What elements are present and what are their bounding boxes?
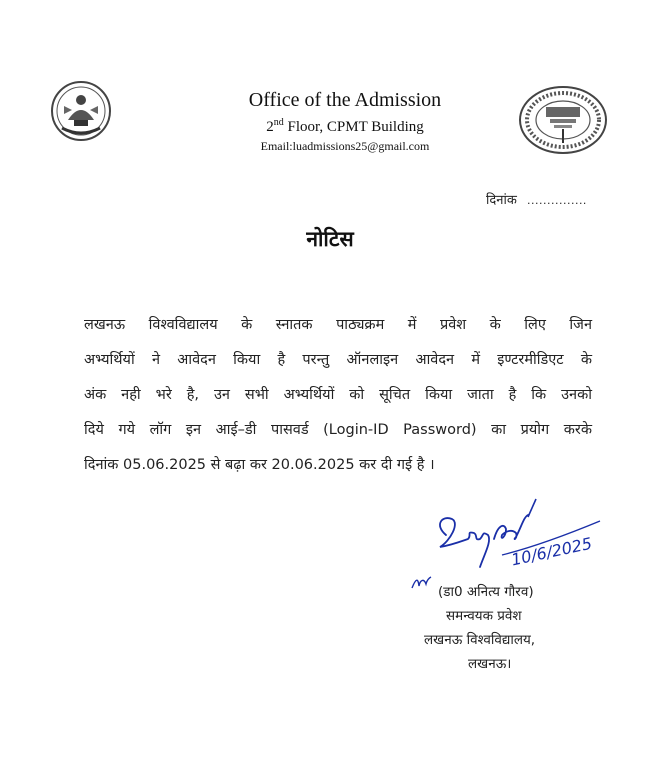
signatory-role: समन्वयक प्रवेश bbox=[446, 608, 522, 624]
signatory-block bbox=[414, 580, 594, 676]
body-line: अंक नही भरे है, उन सभी अभ्यर्थियों को सूचित किया जाता है कि उनको bbox=[84, 387, 592, 403]
floor-building: Floor, CPMT Building bbox=[283, 119, 424, 135]
date-field bbox=[486, 190, 587, 208]
signatory-university: लखनऊ विश्वविद्यालय, bbox=[424, 632, 536, 648]
handwritten-signature bbox=[432, 495, 612, 575]
signatory-name: (डा0 अनित्य गौरव) bbox=[438, 584, 534, 600]
signatory-city: लखनऊ। bbox=[468, 656, 512, 672]
body-line: लखनऊ विश्वविद्यालय के स्नातक पाठ्यक्रम में प्रवेश के लिए जिन bbox=[84, 317, 592, 333]
university-seal-icon bbox=[518, 85, 608, 155]
university-emblem-icon bbox=[50, 80, 112, 142]
notice-title: नोटिस bbox=[306, 227, 354, 251]
svg-text:10/6/2025: 10/6/2025 bbox=[509, 533, 594, 570]
floor-number: 2 bbox=[266, 119, 274, 135]
date-blank: ............... bbox=[526, 194, 587, 207]
date-label: दिनांक bbox=[486, 193, 517, 208]
notice-body bbox=[84, 308, 592, 483]
office-email: Email:luadmissions25@gmail.com bbox=[260, 139, 430, 153]
body-line: अभ्यर्थियों ने आवेदन किया है परन्तु ऑनलाइन आवेदन में इण्टरमीडिएट के bbox=[84, 352, 592, 368]
office-header bbox=[200, 88, 490, 154]
floor-suffix: nd bbox=[273, 117, 284, 128]
office-title: Office of the Admission bbox=[248, 89, 442, 111]
office-floor bbox=[200, 113, 490, 137]
body-line: दिनांक 05.06.2025 से बढ़ा कर 20.06.2025 कर दी गई है । bbox=[84, 457, 435, 473]
body-line: दिये गये लॉग इन आई–डी पासवर्ड (Login-ID Password) का प्रयोग करके bbox=[84, 422, 592, 438]
